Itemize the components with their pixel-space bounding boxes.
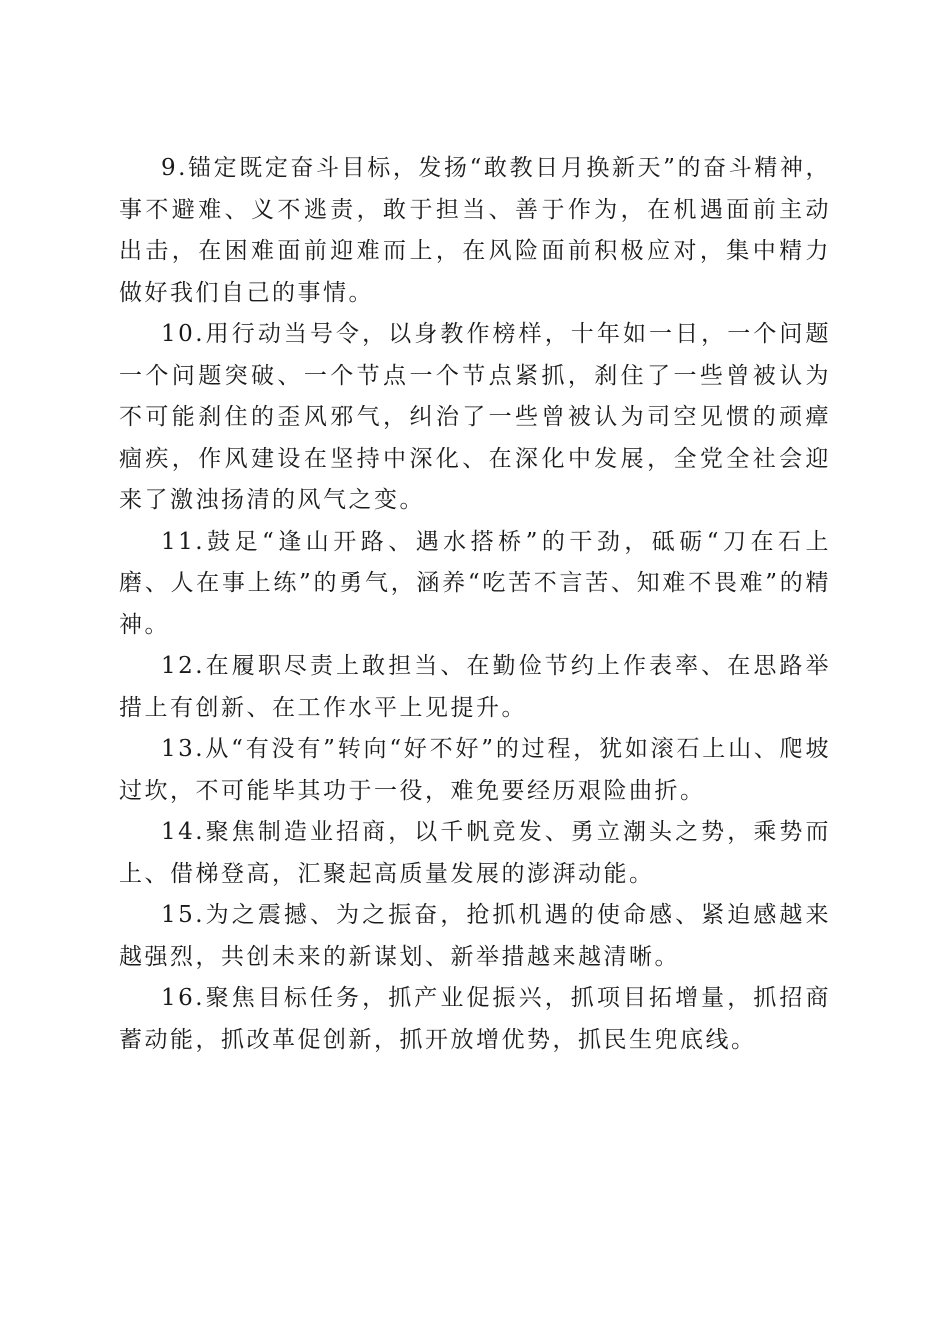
document-body (119, 148, 831, 1061)
paragraph-item-10: 10.用行动当号令，以身教作榜样，十年如一日，一个问题一个问题突破、一个节点一个节点紧抓，刹住了一些曾被认为不可能刹住的歪风邪气，纠治了一些曾被认为司空见惯的顽瘴痼疾，作风建设在坚持中深化、在深化中发展，全党全社会迎来了激浊扬清的风气之变。 (119, 321, 831, 513)
paragraph-item-15: 15.为之震撼、为之振奋，抢抓机遇的使命感、紧迫感越来越强烈，共创未来的新谋划、新举措越来越清晰。 (119, 902, 831, 970)
paragraph-item-13: 13.从“有没有”转向“好不好”的过程，犹如滚石上山、爬坡过坎，不可能毕其功于一役，难免要经历艰险曲折。 (119, 736, 831, 804)
paragraph-item-12: 12.在履职尽责上敢担当、在勤俭节约上作表率、在思路举措上有创新、在工作水平上见提升。 (119, 653, 831, 721)
paragraph-item-11: 11.鼓足“逢山开路、遇水搭桥”的干劲，砥砺“刀在石上磨、人在事上练”的勇气，涵养“吃苦不言苦、知难不畏难”的精神。 (119, 528, 831, 638)
paragraph-item-9: 9.锚定既定奋斗目标，发扬“敢教日月换新天”的奋斗精神，事不避难、义不逃责，敢于担当、善于作为，在机遇面前主动出击，在困难面前迎难而上，在风险面前积极应对，集中精力做好我们自己的事情。 (119, 155, 831, 306)
paragraph-item-14: 14.聚焦制造业招商，以千帆竞发、勇立潮头之势，乘势而上、借梯登高，汇聚起高质量发展的澎湃动能。 (119, 819, 831, 887)
paragraph-item-16: 16.聚焦目标任务，抓产业促振兴，抓项目拓增量，抓招商蓄动能，抓改革促创新，抓开放增优势，抓民生兜底线。 (119, 985, 831, 1053)
